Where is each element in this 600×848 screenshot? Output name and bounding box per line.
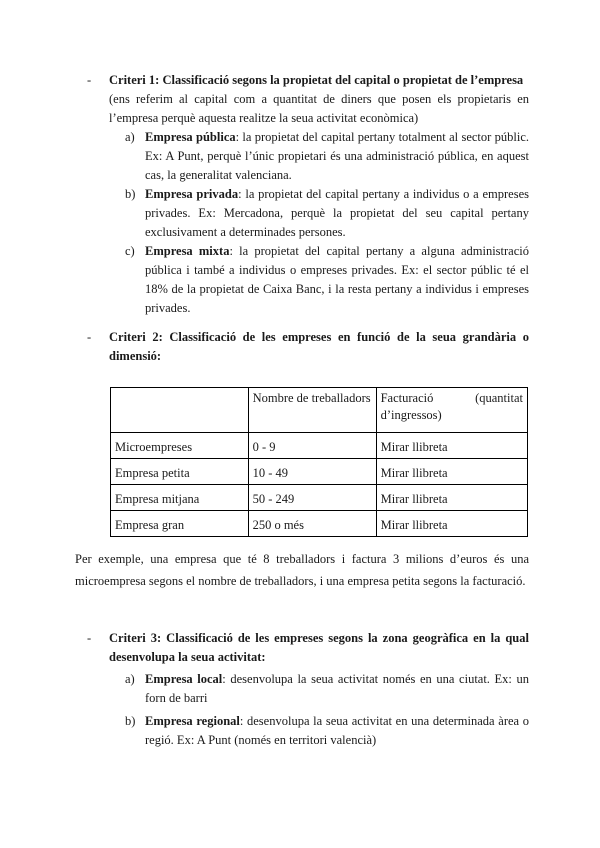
list-letter: b) (125, 714, 136, 728)
table-cell-type: Microempreses (111, 433, 249, 459)
criteri-3-list (125, 670, 529, 750)
criteri-1-list (125, 128, 529, 318)
list-item-empresa-privada (125, 185, 529, 242)
table-row (111, 485, 528, 511)
header-billing-paren: (quantitat (475, 391, 523, 405)
header-billing-word: Facturació (380, 391, 434, 405)
table-cell-type: Empresa petita (111, 459, 249, 485)
list-item-empresa-regional (125, 712, 529, 750)
table-cell-workers: 10 - 49 (248, 459, 376, 485)
table-cell-workers: 50 - 249 (248, 485, 376, 511)
table-cell-type: Empresa gran (111, 511, 249, 537)
table-header-billing (376, 388, 527, 433)
term-description: : la propietat del capital pertany a alguna administració pública i també a individus o empreses privades. Ex: el sector públic té el 18% de la propietat de Caixa Banc, i la resta pertany a individus i empreses privades. (145, 244, 529, 315)
list-letter: a) (125, 130, 135, 144)
term-name: Empresa local (145, 672, 223, 686)
table-cell-type: Empresa mitjana (111, 485, 249, 511)
criteri-3-title: Criteri 3: Classificació de les empreses segons la zona geogràfica en la qual desenvolupa la seua activitat: (109, 631, 529, 664)
table-header-workers: Nombre de treballadors (248, 388, 376, 433)
list-item-empresa-publica (125, 128, 529, 185)
table-row (111, 459, 528, 485)
term-name: Empresa mixta (145, 244, 230, 258)
table-cell-workers: 250 o més (248, 511, 376, 537)
table-header-row (111, 388, 528, 433)
criteri-3-section (89, 629, 529, 750)
table-cell-workers: 0 - 9 (248, 433, 376, 459)
bullet-dash: - (87, 631, 92, 645)
term-description: : desenvolupa la seua activitat només en una ciutat. Ex: un forn de barri (145, 672, 529, 705)
criteri-1-note: (ens referim al capital com a quantitat de diners que posen els propietaris en l’empresa perquè aquesta realitze la seua activitat econòmica) (109, 92, 529, 125)
table-cell-billing: Mirar llibreta (376, 433, 527, 459)
term-description: : desenvolupa la seua activitat en una determinada àrea o regió. Ex: A Punt (només en territori valencià) (145, 714, 529, 747)
term-name: Empresa regional (145, 714, 240, 728)
criteri-2-section (89, 328, 529, 366)
term-description: : la propietat del capital pertany totalment al sector públic. Ex: A Punt, perquè l’únic propietari és una administració pública, en aquest cas, la generalitat valenciana. (145, 130, 529, 182)
criteri-1-section (89, 71, 529, 318)
bullet-dash: - (87, 73, 92, 87)
table-row (111, 433, 528, 459)
table-header-cell-empty (111, 388, 249, 433)
criteri-1-title: Criteri 1: Classificació segons la propietat del capital o propietat de l’empresa (109, 73, 524, 87)
company-size-table (110, 387, 528, 537)
list-item-empresa-local (125, 670, 529, 708)
term-name: Empresa privada (145, 187, 239, 201)
list-item-empresa-mixta (125, 242, 529, 318)
term-description: : la propietat del capital pertany a individus o a empreses privades. Ex: Mercadona, perquè la propietat del seu capital pertany exclusivament a determinades persones. (145, 187, 529, 239)
table-cell-billing: Mirar llibreta (376, 485, 527, 511)
term-name: Empresa pública (145, 130, 236, 144)
list-letter: a) (125, 672, 135, 686)
list-letter: b) (125, 187, 136, 201)
header-billing-ingressos: d’ingressos) (380, 408, 442, 422)
example-paragraph: Per exemple, una empresa que té 8 treballadors i factura 3 milions d’euros és una microempresa segons el nombre de treballadors, i una empresa petita segons la facturació. (75, 552, 529, 588)
list-letter: c) (125, 244, 135, 258)
table-cell-billing: Mirar llibreta (376, 459, 527, 485)
criteri-2-title: Criteri 2: Classificació de les empreses en funció de la seua grandària o dimensió: (109, 330, 529, 363)
table-row (111, 511, 528, 537)
bullet-dash: - (87, 330, 92, 344)
table-cell-billing: Mirar llibreta (376, 511, 527, 537)
